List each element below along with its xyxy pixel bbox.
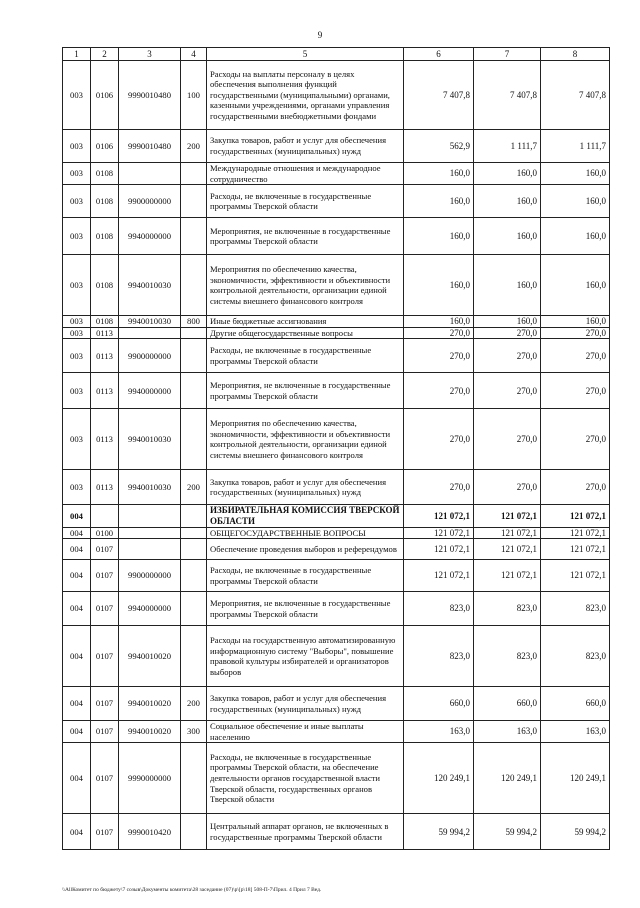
cell-col-1: 003: [63, 218, 91, 255]
cell-col-7: 59 994,2: [474, 814, 541, 850]
cell-col-4: [181, 814, 207, 850]
cell-col-1: 003: [63, 163, 91, 185]
cell-col-8: 270,0: [541, 339, 610, 373]
cell-col-7: 660,0: [474, 687, 541, 721]
cell-col-8: 121 072,1: [541, 539, 610, 560]
table-row: [63, 130, 610, 163]
cell-col-7: 121 072,1: [474, 539, 541, 560]
cell-col-4: 200: [181, 470, 207, 505]
header-col-4: 4: [181, 48, 207, 61]
table-row: [63, 539, 610, 560]
table-row: [63, 327, 610, 339]
cell-col-7: 823,0: [474, 626, 541, 687]
cell-col-4: [181, 218, 207, 255]
cell-col-2: 0106: [91, 130, 119, 163]
cell-col-5: Центральный аппарат органов, не включенных в государственные программы Тверской области: [207, 814, 404, 850]
cell-col-8: 270,0: [541, 327, 610, 339]
cell-col-2: 0108: [91, 255, 119, 316]
cell-col-5: Мероприятия, не включенные в государственные программы Тверской области: [207, 218, 404, 255]
cell-col-2: 0113: [91, 373, 119, 409]
cell-col-6: 7 407,8: [404, 61, 474, 130]
cell-col-4: [181, 527, 207, 539]
cell-col-1: 004: [63, 721, 91, 743]
cell-col-7: 160,0: [474, 218, 541, 255]
cell-col-5: Иные бюджетные ассигнования: [207, 316, 404, 328]
cell-col-7: 270,0: [474, 409, 541, 470]
table-row: [63, 185, 610, 218]
cell-col-8: 160,0: [541, 163, 610, 185]
header-col-3: 3: [119, 48, 181, 61]
cell-col-2: 0113: [91, 327, 119, 339]
cell-col-4: [181, 339, 207, 373]
budget-table: [62, 47, 610, 850]
cell-col-7: 160,0: [474, 316, 541, 328]
cell-col-6: 823,0: [404, 592, 474, 626]
cell-col-5: ОБЩЕГОСУДАРСТВЕННЫЕ ВОПРОСЫ: [207, 527, 404, 539]
cell-col-8: 120 249,1: [541, 743, 610, 814]
cell-col-1: 003: [63, 327, 91, 339]
cell-col-5: Мероприятия по обеспечению качества, экономичности, эффективности и объективности контрольной деятельности, организации единой системы внешнего финансового контроля: [207, 409, 404, 470]
cell-col-6: 562,9: [404, 130, 474, 163]
header-col-1: 1: [63, 48, 91, 61]
cell-col-4: [181, 539, 207, 560]
cell-col-6: 160,0: [404, 218, 474, 255]
cell-col-6: 270,0: [404, 339, 474, 373]
cell-col-4: 300: [181, 721, 207, 743]
cell-col-1: 003: [63, 373, 91, 409]
cell-col-8: 160,0: [541, 218, 610, 255]
cell-col-2: 0113: [91, 470, 119, 505]
cell-col-3: 9900000000: [119, 185, 181, 218]
cell-col-3: 9940000000: [119, 218, 181, 255]
table-row: [63, 814, 610, 850]
cell-col-7: 7 407,8: [474, 61, 541, 130]
cell-col-2: 0108: [91, 316, 119, 328]
cell-col-5: ИЗБИРАТЕЛЬНАЯ КОМИССИЯ ТВЕРСКОЙ ОБЛАСТИ: [207, 505, 404, 527]
cell-col-6: 121 072,1: [404, 505, 474, 527]
cell-col-2: 0107: [91, 743, 119, 814]
cell-col-2: 0107: [91, 539, 119, 560]
page-number: 9: [317, 30, 323, 40]
cell-col-8: 660,0: [541, 687, 610, 721]
cell-col-4: [181, 327, 207, 339]
cell-col-1: 003: [63, 255, 91, 316]
cell-col-8: 160,0: [541, 316, 610, 328]
cell-col-5: Мероприятия, не включенные в государственные программы Тверской области: [207, 373, 404, 409]
cell-col-5: Мероприятия по обеспечению качества, экономичности, эффективности и объективности контрольной деятельности, организации единой системы внешнего финансового контроля: [207, 255, 404, 316]
header-col-5: 5: [207, 48, 404, 61]
cell-col-4: 100: [181, 61, 207, 130]
cell-col-8: 823,0: [541, 592, 610, 626]
cell-col-5: Международные отношения и международное сотрудничество: [207, 163, 404, 185]
cell-col-2: 0107: [91, 592, 119, 626]
cell-col-4: [181, 505, 207, 527]
table-row: [63, 721, 610, 743]
cell-col-1: 004: [63, 539, 91, 560]
cell-col-7: 270,0: [474, 470, 541, 505]
table-row: [63, 505, 610, 527]
cell-col-6: 121 072,1: [404, 539, 474, 560]
cell-col-8: 121 072,1: [541, 505, 610, 527]
cell-col-7: 121 072,1: [474, 527, 541, 539]
cell-col-8: 121 072,1: [541, 560, 610, 592]
footer-file-path: \\AllКомитет по бюджету\7 созыв\Документы комитета\28 заседание (07)\р\[р\18] 508-П-7\Прил. 4 Прил 7 Вед.: [62, 887, 322, 893]
cell-col-4: [181, 409, 207, 470]
cell-col-4: 200: [181, 687, 207, 721]
cell-col-1: 004: [63, 743, 91, 814]
cell-col-4: [181, 592, 207, 626]
cell-col-1: 004: [63, 592, 91, 626]
cell-col-7: 120 249,1: [474, 743, 541, 814]
table-row: [63, 592, 610, 626]
cell-col-1: 003: [63, 185, 91, 218]
cell-col-3: 9900000000: [119, 560, 181, 592]
cell-col-2: 0107: [91, 814, 119, 850]
cell-col-3: [119, 505, 181, 527]
cell-col-6: 160,0: [404, 163, 474, 185]
cell-col-1: 004: [63, 560, 91, 592]
table-row: [63, 163, 610, 185]
table-row: [63, 255, 610, 316]
cell-col-3: 9940010030: [119, 316, 181, 328]
cell-col-8: 270,0: [541, 409, 610, 470]
cell-col-4: [181, 743, 207, 814]
cell-col-2: 0107: [91, 560, 119, 592]
table-row: [63, 409, 610, 470]
cell-col-3: 9940010020: [119, 626, 181, 687]
cell-col-6: 121 072,1: [404, 527, 474, 539]
cell-col-8: 59 994,2: [541, 814, 610, 850]
cell-col-1: 004: [63, 687, 91, 721]
cell-col-6: 121 072,1: [404, 560, 474, 592]
cell-col-5: Расходы, не включенные в государственные программы Тверской области: [207, 185, 404, 218]
cell-col-5: Расходы, не включенные в государственные программы Тверской области: [207, 560, 404, 592]
cell-col-6: 160,0: [404, 316, 474, 328]
cell-col-8: 7 407,8: [541, 61, 610, 130]
cell-col-2: 0108: [91, 185, 119, 218]
cell-col-8: 160,0: [541, 185, 610, 218]
cell-col-2: 0100: [91, 527, 119, 539]
cell-col-3: 9940010020: [119, 687, 181, 721]
cell-col-3: 9940010030: [119, 409, 181, 470]
cell-col-7: 270,0: [474, 373, 541, 409]
cell-col-2: 0108: [91, 218, 119, 255]
table-row: [63, 316, 610, 328]
header-col-6: 6: [404, 48, 474, 61]
cell-col-7: 160,0: [474, 185, 541, 218]
cell-col-5: Расходы, не включенные в государственные программы Тверской области, на обеспечение деятельности органов государственной власти Тверской области, государственных органов Тверской области: [207, 743, 404, 814]
header-col-2: 2: [91, 48, 119, 61]
table-row: [63, 470, 610, 505]
cell-col-4: [181, 185, 207, 218]
cell-col-4: [181, 255, 207, 316]
cell-col-4: [181, 626, 207, 687]
cell-col-1: 004: [63, 505, 91, 527]
cell-col-3: [119, 163, 181, 185]
cell-col-6: 120 249,1: [404, 743, 474, 814]
cell-col-7: 160,0: [474, 163, 541, 185]
cell-col-6: 270,0: [404, 373, 474, 409]
cell-col-5: Другие общегосударственные вопросы: [207, 327, 404, 339]
cell-col-6: 660,0: [404, 687, 474, 721]
cell-col-3: [119, 327, 181, 339]
cell-col-8: 270,0: [541, 373, 610, 409]
cell-col-4: [181, 560, 207, 592]
table-row: [63, 626, 610, 687]
cell-col-1: 003: [63, 316, 91, 328]
cell-col-1: 003: [63, 470, 91, 505]
cell-col-4: [181, 163, 207, 185]
cell-col-8: 160,0: [541, 255, 610, 316]
cell-col-3: 9940000000: [119, 592, 181, 626]
cell-col-3: 9990010420: [119, 814, 181, 850]
cell-col-2: 0108: [91, 163, 119, 185]
cell-col-6: 823,0: [404, 626, 474, 687]
cell-col-7: 121 072,1: [474, 505, 541, 527]
cell-col-3: 9940010020: [119, 721, 181, 743]
cell-col-6: 160,0: [404, 185, 474, 218]
cell-col-6: 160,0: [404, 255, 474, 316]
cell-col-6: 270,0: [404, 327, 474, 339]
cell-col-1: 004: [63, 626, 91, 687]
cell-col-1: 003: [63, 61, 91, 130]
cell-col-5: Обеспечение проведения выборов и референдумов: [207, 539, 404, 560]
cell-col-7: 163,0: [474, 721, 541, 743]
cell-col-2: 0113: [91, 339, 119, 373]
cell-col-8: 1 111,7: [541, 130, 610, 163]
cell-col-6: 163,0: [404, 721, 474, 743]
cell-col-5: Мероприятия, не включенные в государственные программы Тверской области: [207, 592, 404, 626]
cell-col-6: 59 994,2: [404, 814, 474, 850]
cell-col-1: 003: [63, 130, 91, 163]
cell-col-5: Расходы на выплаты персоналу в целях обеспечения выполнения функций государственными (муниципальными) органами, казенными учреждениями, органами управления государственными внебюджетными фондами: [207, 61, 404, 130]
cell-col-3: 9940000000: [119, 373, 181, 409]
cell-col-2: 0107: [91, 687, 119, 721]
cell-col-4: 800: [181, 316, 207, 328]
cell-col-8: 121 072,1: [541, 527, 610, 539]
cell-col-2: 0113: [91, 409, 119, 470]
cell-col-3: 9990000000: [119, 743, 181, 814]
cell-col-1: 003: [63, 339, 91, 373]
cell-col-5: Социальное обеспечение и иные выплаты населению: [207, 721, 404, 743]
header-col-7: 7: [474, 48, 541, 61]
cell-col-5: Закупка товаров, работ и услуг для обеспечения государственных (муниципальных) нужд: [207, 687, 404, 721]
cell-col-7: 121 072,1: [474, 560, 541, 592]
cell-col-1: 003: [63, 409, 91, 470]
table-body: [63, 61, 610, 850]
cell-col-5: Закупка товаров, работ и услуг для обеспечения государственных (муниципальных) нужд: [207, 470, 404, 505]
table-row: [63, 339, 610, 373]
cell-col-2: 0107: [91, 721, 119, 743]
table-row: [63, 373, 610, 409]
cell-col-6: 270,0: [404, 470, 474, 505]
cell-col-2: [91, 505, 119, 527]
cell-col-3: 9900000000: [119, 339, 181, 373]
cell-col-7: 1 111,7: [474, 130, 541, 163]
cell-col-1: 004: [63, 814, 91, 850]
table-row: [63, 218, 610, 255]
cell-col-5: Расходы на государственную автоматизированную информационную систему "Выборы", повышение правовой культуры избирателей и организаторов выборов: [207, 626, 404, 687]
header-col-8: 8: [541, 48, 610, 61]
cell-col-7: 270,0: [474, 327, 541, 339]
cell-col-8: 270,0: [541, 470, 610, 505]
table-row: [63, 560, 610, 592]
cell-col-7: 823,0: [474, 592, 541, 626]
table-row: [63, 61, 610, 130]
header-row: [63, 48, 610, 61]
cell-col-5: Расходы, не включенные в государственные программы Тверской области: [207, 339, 404, 373]
cell-col-1: 004: [63, 527, 91, 539]
cell-col-4: [181, 373, 207, 409]
cell-col-3: 9940010030: [119, 470, 181, 505]
cell-col-3: 9940010030: [119, 255, 181, 316]
cell-col-4: 200: [181, 130, 207, 163]
cell-col-7: 270,0: [474, 339, 541, 373]
cell-col-2: 0107: [91, 626, 119, 687]
cell-col-3: 9990010480: [119, 61, 181, 130]
cell-col-3: [119, 539, 181, 560]
cell-col-6: 270,0: [404, 409, 474, 470]
cell-col-3: [119, 527, 181, 539]
table-row: [63, 527, 610, 539]
cell-col-2: 0106: [91, 61, 119, 130]
cell-col-7: 160,0: [474, 255, 541, 316]
cell-col-8: 823,0: [541, 626, 610, 687]
table-row: [63, 743, 610, 814]
cell-col-8: 163,0: [541, 721, 610, 743]
cell-col-5: Закупка товаров, работ и услуг для обеспечения государственных (муниципальных) нужд: [207, 130, 404, 163]
cell-col-3: 9990010480: [119, 130, 181, 163]
table-row: [63, 687, 610, 721]
